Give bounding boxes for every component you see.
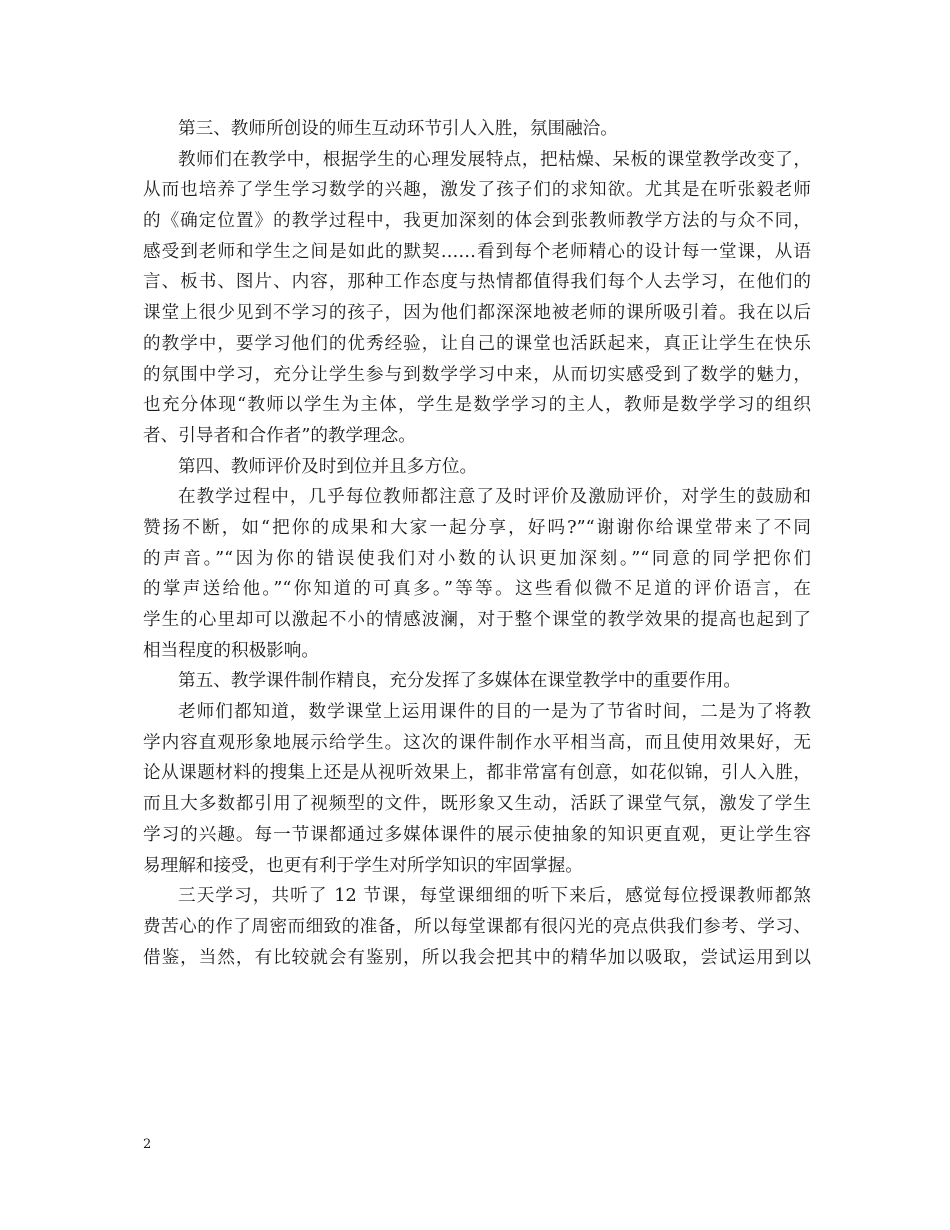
- text-line: 从而也培养了学生学习数学的兴趣，激发了孩子们的求知欲。尤其是在听张毅老师: [143, 180, 811, 201]
- text-line: 的掌声送给他。”“你知道的可真多。”等等。这些看似微不足道的评价语言，在: [143, 579, 811, 600]
- text-line: 易理解和接受，也更有利于学生对所学知识的牢固掌握。: [143, 855, 583, 876]
- text-line: 学内容直观形象地展示给学生。这次的课件制作水平相当高，而且使用效果好，无: [143, 732, 811, 753]
- text-line: 而且大多数都引用了视频型的文件，既形象又生动，活跃了课堂气氛，激发了学生: [143, 794, 811, 815]
- paragraph-first-line: 第三、教师所创设的师生互动环节引人入胜，氛围融洽。: [178, 119, 618, 139]
- text-line: 借鉴，当然，有比较就会有鉴别，所以我会把其中的精华加以吸取，尝试运用到以: [143, 947, 811, 968]
- paragraph-first-line: 第四、教师评价及时到位并且多方位。: [178, 456, 478, 477]
- paragraph-first-line: 三天学习，共听了 12 节课，每堂课细细的听下来后，感觉每位授课教师都煞: [178, 886, 811, 907]
- text-line: 的《确定位置》的教学过程中，我更加深刻的体会到张教师教学方法的与众不同，: [143, 211, 811, 232]
- text-line: 感受到老师和学生之间是如此的默契……看到每个老师精心的设计每一堂课，从语: [143, 241, 811, 262]
- document-body: [143, 114, 811, 973]
- paragraph-first-line: 在教学过程中，几乎每位教师都注意了及时评价及激励评价，对学生的鼓励和: [178, 487, 811, 508]
- text-line: 的氛围中学习，充分让学生参与到数学学习中来，从而切实感受到了数学的魅力，: [143, 364, 811, 385]
- text-line: 学生的心里却可以激起不小的情感波澜，对于整个课堂的教学效果的提高也起到了: [143, 610, 811, 630]
- text-line: 论从课题材料的搜集上还是从视听效果上，都非常富有创意，如花似锦，引人入胜，: [143, 763, 811, 784]
- text-line: 赞扬不断，如“把你的成果和大家一起分享，好吗?”“谢谢你给课堂带来了不同: [143, 517, 811, 538]
- paragraph-first-line: 教师们在教学中，根据学生的心理发展特点，把枯燥、呆板的课堂教学改变了，: [178, 149, 811, 170]
- paragraph-first-line: 老师们都知道，数学课堂上运用课件的目的一是为了节省时间，二是为了将教: [178, 702, 811, 723]
- text-line: 也充分体现“教师以学生为主体，学生是数学学习的主人，教师是数学学习的组织: [143, 395, 811, 416]
- page-number: 2: [143, 1137, 152, 1152]
- text-line: 者、引导者和合作者”的教学理念。: [143, 425, 416, 446]
- text-line: 言、板书、图片、内容，那种工作态度与热情都值得我们每个人去学习，在他们的: [143, 272, 811, 293]
- text-line: 课堂上很少见到不学习的孩子，因为他们都深深地被老师的课所吸引着。我在以后: [143, 303, 811, 324]
- text-line: 学习的兴趣。每一节课都通过多媒体课件的展示使抽象的知识更直观，更让学生容: [143, 824, 811, 845]
- paragraph-first-line: 第五、教学课件制作精良，充分发挥了多媒体在课堂教学中的重要作用。: [178, 671, 742, 692]
- text-line: 的声音。”“因为你的错误使我们对小数的认识更加深刻。”“同意的同学把你们: [143, 548, 811, 569]
- text-line: 费苦心的作了周密而细致的准备，所以每堂课都有很闪光的亮点供我们参考、学习、: [143, 916, 811, 937]
- text-line: 的教学中，要学习他们的优秀经验，让自己的课堂也活跃起来，真正让学生在快乐: [143, 333, 811, 354]
- text-line: 相当程度的积极影响。: [143, 640, 319, 661]
